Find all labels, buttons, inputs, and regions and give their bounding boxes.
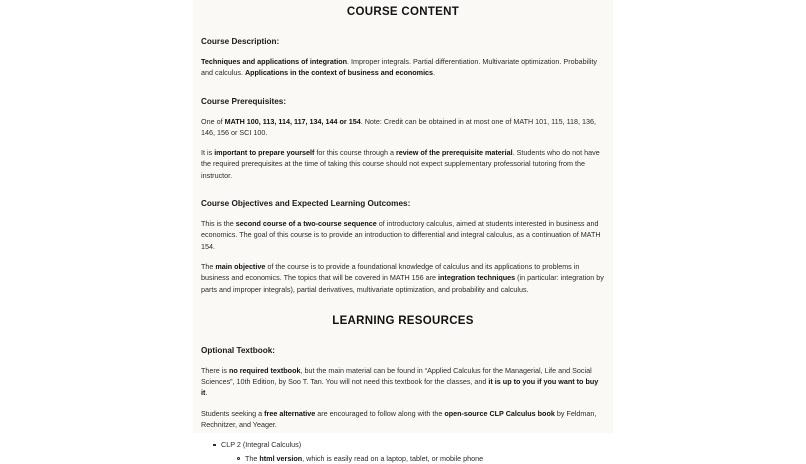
heading-course-objectives: Course Objectives and Expected Learning Outcomes: bbox=[201, 199, 411, 209]
heading-course-prerequisites: Course Prerequisites: bbox=[201, 96, 287, 106]
paragraph-textbook: There is no required textbook, but the main material can be found in “Applied Calculus for the Managerial, Life and Social Sciences”, 10th Edition, by Soo T. Tan. You will not need this textbook for the classes, and it is up to you if you want to buy it. bbox=[201, 365, 599, 398]
resource-list bbox=[201, 439, 605, 464]
paragraph-objectives-main: The main objective of the course is to provide a foundational knowledge of calculus and its applications to problems in business and economics. The topics that will be covered in MATH 156 are integration techniques (in particular: integration by parts and improper integrals), partial derivatives, multivariate optimization, and probability and calculus. bbox=[201, 261, 604, 294]
paragraph-free-alternative: Students seeking a free alternative are encouraged to follow along with the open-source CLP Calculus book by Feldman, Rechnitzer, and Yeager. bbox=[201, 408, 597, 430]
sub-list bbox=[221, 453, 605, 464]
list-item-label: CLP 2 (Integral Calculus) bbox=[221, 440, 302, 450]
paragraph-objectives-sequence: This is the second course of a two-course sequence of introductory calculus, aimed at students interested in business and economics. The goal of this course is to provide an introduction to differential and integral calculus, as a continuation of MATH 154. bbox=[201, 219, 601, 251]
list-item[interactable] bbox=[213, 439, 605, 464]
page-title: COURSE CONTENT bbox=[346, 6, 460, 18]
paragraph-prerequisites-courses: One of MATH 100, 113, 114, 117, 134, 144 or 154. Note: Credit can be obtained in at most one of MATH 101, 115, 118, 136, 146, 156 or SCI 100. bbox=[201, 116, 597, 137]
paragraph-prerequisites-note: It is important to prepare yourself for this course through a review of the prerequisite material. Students who do not have the required prerequisites at the time of taking this course should not expect supplementary professorial tutoring from the instructor. bbox=[201, 148, 600, 180]
heading-optional-textbook: Optional Textbook: bbox=[201, 345, 275, 355]
content-panel bbox=[193, 0, 613, 463]
heading-course-description: Course Description: bbox=[201, 37, 280, 46]
section-title-learning-resources: LEARNING RESOURCES bbox=[332, 314, 474, 327]
sub-list-item[interactable]: The html version, which is easily read on a laptop, tablet, or mobile phone bbox=[237, 453, 605, 464]
paragraph-course-description: Techniques and applications of integration. Improper integrals. Partial differentiation. Multivariate optimization. Probability and calculus. Applications in the context of business and economics. bbox=[201, 57, 597, 78]
